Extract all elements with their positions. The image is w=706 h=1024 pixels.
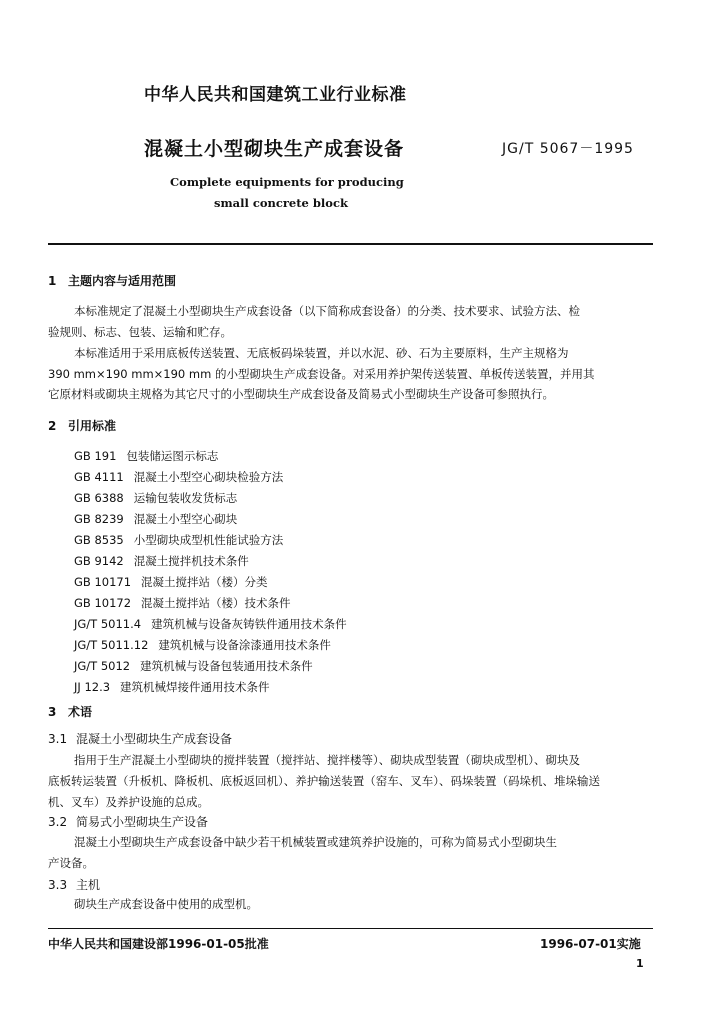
- reference-name: 建筑机械与设备灰铸铁件通用技术条件: [151, 617, 347, 631]
- reference-name: 小型砌块成型机性能试验方法: [133, 533, 284, 547]
- reference-name: 运输包装收发货标志: [133, 491, 238, 505]
- standard-code: JG/T 5067－1995: [502, 141, 634, 157]
- subsection-3-3-heading: [48, 876, 100, 893]
- reference-item: [74, 469, 283, 485]
- reference-name: 混凝土小型空心砌块: [133, 512, 238, 526]
- reference-item: [74, 553, 249, 569]
- page-number: 1: [636, 957, 644, 970]
- section-title: 引用标准: [68, 419, 117, 433]
- paragraph-line: 本标准规定了混凝土小型砌块生产成套设备（以下简称成套设备）的分类、技术要求、试验方法、检: [74, 304, 580, 318]
- reference-code: JJ 12.3: [74, 680, 111, 694]
- reference-item: [74, 490, 237, 506]
- paragraph-line: 砌块生产成套设备中使用的成型机。: [74, 897, 258, 911]
- standard-title: 混凝土小型砌块生产成套设备: [144, 138, 405, 160]
- reference-code: GB 4111: [74, 470, 124, 484]
- reference-item: [74, 679, 270, 695]
- subsection-title: 混凝土小型砌块生产成套设备: [76, 732, 233, 746]
- reference-name: 混凝土搅拌机技术条件: [133, 554, 249, 568]
- approval-date: 中华人民共和国建设部1996-01-05批准: [48, 937, 269, 951]
- reference-name: 混凝土搅拌站（楼）分类: [141, 575, 268, 589]
- reference-code: GB 191: [74, 449, 117, 463]
- section-3-heading: [48, 703, 92, 720]
- reference-code: GB 9142: [74, 554, 124, 568]
- section-2-heading: [48, 417, 116, 434]
- section-number: 3: [48, 705, 57, 719]
- paragraph-line: 产设备。: [48, 856, 94, 870]
- section-number: 1: [48, 274, 57, 288]
- section-title: 主题内容与适用范围: [68, 274, 177, 288]
- reference-code: GB 6388: [74, 491, 124, 505]
- reference-name: 混凝土小型空心砌块检验方法: [133, 470, 284, 484]
- effective-date: 1996-07-01实施: [540, 937, 641, 951]
- section-1-heading: [48, 272, 176, 289]
- reference-item: [74, 616, 347, 632]
- reference-code: GB 10172: [74, 596, 132, 610]
- subsection-number: 3.3: [48, 878, 68, 892]
- header-divider: [48, 243, 653, 245]
- paragraph-line: 它原材料或砌块主规格为其它尺寸的小型砌块生产成套设备及简易式小型砌块生产设备可参照执行。: [48, 387, 554, 401]
- paragraph-line: 混凝土小型砌块生产成套设备中缺少若干机械装置或建筑养护设施的，可称为简易式小型砌块生: [74, 835, 557, 849]
- section-number: 2: [48, 419, 57, 433]
- reference-code: JG/T 5011.4: [74, 617, 142, 631]
- reference-code: GB 8239: [74, 512, 124, 526]
- subsection-title: 简易式小型砌块生产设备: [76, 815, 209, 829]
- issuing-organization: 中华人民共和国建筑工业行业标准: [144, 85, 407, 105]
- reference-name: 建筑机械焊接件通用技术条件: [120, 680, 270, 694]
- paragraph-line: 底板转运装置（升板机、降板机、底板返回机）、养护输送装置（窑车、叉车）、码垛装置（码垛机、堆垛输送: [48, 774, 600, 788]
- reference-code: GB 8535: [74, 533, 124, 547]
- reference-name: 建筑机械与设备涂漆通用技术条件: [158, 638, 331, 652]
- subsection-title: 主机: [76, 878, 101, 892]
- paragraph-line: 验规则、标志、包装、运输和贮存。: [48, 325, 232, 339]
- english-title-line-2: small concrete block: [214, 196, 348, 210]
- paragraph-line: 机、叉车）及养护设施的总成。: [48, 795, 209, 809]
- reference-code: JG/T 5012: [74, 659, 131, 673]
- subsection-3-1-heading: [48, 730, 232, 747]
- reference-name: 混凝土搅拌站（楼）技术条件: [141, 596, 291, 610]
- reference-item: [74, 658, 313, 674]
- subsection-number: 3.2: [48, 815, 68, 829]
- subsection-number: 3.1: [48, 732, 68, 746]
- reference-item: [74, 532, 283, 548]
- reference-item: [74, 511, 237, 527]
- paragraph-line: 指用于生产混凝土小型砌块的搅拌装置（搅拌站、搅拌楼等）、砌块成型装置（砌块成型机）、砌块及: [74, 753, 580, 767]
- reference-name: 包装储运图示标志: [126, 449, 219, 463]
- reference-item: [74, 595, 291, 611]
- reference-item: [74, 448, 218, 464]
- section-title: 术语: [68, 705, 93, 719]
- reference-code: JG/T 5011.12: [74, 638, 149, 652]
- paragraph-line: 本标准适用于采用底板传送装置、无底板码垛装置，并以水泥、砂、石为主要原料，生产主规格为: [74, 346, 569, 360]
- paragraph-line: 390 mm×190 mm×190 mm 的小型砌块生产成套设备。对采用养护架传送装置、单板传送装置，并用其: [48, 367, 595, 381]
- reference-item: [74, 637, 331, 653]
- reference-name: 建筑机械与设备包装通用技术条件: [140, 659, 313, 673]
- reference-item: [74, 574, 268, 590]
- reference-code: GB 10171: [74, 575, 132, 589]
- english-title-line-1: Complete equipments for producing: [170, 175, 404, 189]
- subsection-3-2-heading: [48, 813, 208, 830]
- footer-divider: [48, 928, 653, 929]
